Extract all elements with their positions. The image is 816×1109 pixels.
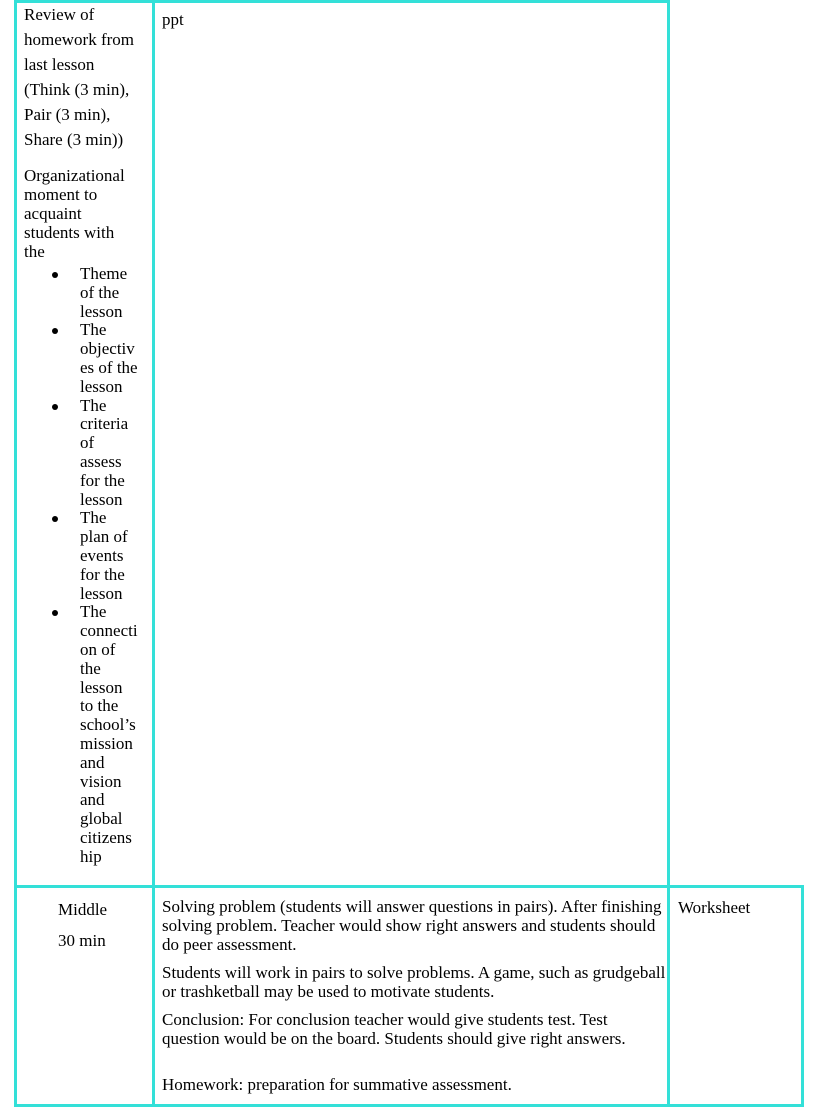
border-top-upper <box>14 0 669 3</box>
review-line: last lesson <box>24 55 95 74</box>
activity-paragraph-solving: Solving problem (students will answer questions in pairs). After finishing solving problem. Teacher would show right answers and students should do peer assessment. <box>162 897 662 954</box>
organizational-line: the <box>24 242 45 261</box>
border-mid-lower <box>152 885 155 1107</box>
activity-paragraph-conclusion: Conclusion: For conclusion teacher would give students test. Test question would be on the board. Students should give right answers. <box>162 1010 626 1048</box>
list-item <box>24 397 154 510</box>
resource-worksheet: Worksheet <box>678 898 751 917</box>
review-line: Pair (3 min), <box>24 105 111 124</box>
bullet-text: The criteria of assess for the lesson <box>80 395 129 509</box>
stage-label: Middle <box>58 900 108 919</box>
activity-paragraph-pairs: Students will work in pairs to solve problems. A game, such as grudgeball or trashketball may be used to motivate students. <box>162 963 666 1001</box>
bullet-dot-icon <box>52 516 58 522</box>
review-line: homework from <box>24 30 135 49</box>
bullet-text: Theme of the lesson <box>80 264 128 321</box>
list-item <box>24 509 154 603</box>
review-line: (Think (3 min), <box>24 80 130 99</box>
bullet-text: The connecti on of the lesson to the school’s mission and vision and global citizens hip <box>80 602 138 866</box>
border-bottom-lower <box>14 1104 804 1107</box>
organizational-line: moment to <box>24 185 98 204</box>
bullet-dot-icon <box>52 610 58 616</box>
lesson-acquaint-bullet-list <box>24 265 154 867</box>
border-right-lower <box>801 885 804 1107</box>
border-left-lower <box>14 885 17 1107</box>
bullet-text: The plan of events for the lesson <box>80 508 128 603</box>
list-item <box>24 603 154 866</box>
organizational-line: Organizational <box>24 166 125 185</box>
border-right-mid-lower <box>667 885 670 1107</box>
stage-duration: 30 min <box>58 931 106 950</box>
bullet-text: The objectiv es of the lesson <box>80 320 138 396</box>
organizational-line: students with <box>24 223 115 242</box>
border-left-upper <box>14 0 17 888</box>
list-item <box>24 265 154 321</box>
activity-paragraph-homework: Homework: preparation for summative assessment. <box>162 1075 512 1094</box>
bullet-dot-icon <box>52 328 58 334</box>
organizational-line: acquaint <box>24 204 82 223</box>
review-line: Review of <box>24 5 95 24</box>
list-item <box>24 321 154 396</box>
review-line: Share (3 min)) <box>24 130 124 149</box>
bullet-dot-icon <box>52 272 58 278</box>
border-row-divider <box>14 885 804 888</box>
bullet-dot-icon <box>52 404 58 410</box>
border-right-upper <box>667 0 670 888</box>
resource-ppt: ppt <box>162 10 184 29</box>
